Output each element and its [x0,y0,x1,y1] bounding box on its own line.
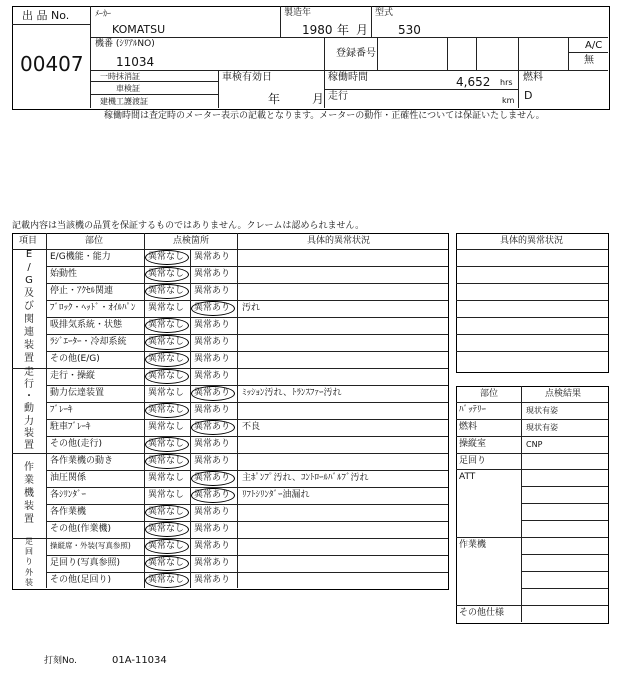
ok-option: 異常なし [148,354,185,364]
row-divider [46,419,448,420]
row-divider [46,470,448,471]
result-row-line [456,605,608,606]
result-row-line [456,469,608,470]
row-divider [46,317,448,318]
group-label-char: 行 [24,379,34,391]
result-row-line [521,520,608,521]
part-label: 始動性 [50,269,78,279]
stamp-no-value: 01A-11034 [112,655,167,666]
group-label-char: 置 [24,353,34,364]
part-label: 各ｼﾘﾝﾀﾞｰ [50,490,87,500]
result-value: 現状有姿 [526,406,558,415]
results-header-part: 部位 [480,389,499,399]
result-row-line [521,571,608,572]
row-divider [46,555,448,556]
ok-option: 異常なし [148,405,185,415]
row-divider [46,436,448,437]
part-label: 各作業機の動き [50,456,114,466]
ac-value: 無 [584,55,594,66]
ng-option: 異常あり [194,388,231,398]
group-label-char: 装 [25,577,33,587]
group-label-char: び [24,301,34,312]
hours-disclaimer: 稼働時間は査定時のメーター表示の記載となります。メーターの動作・正確性については保証いたしません。 [104,111,545,121]
part-label: 各作業機 [50,507,87,517]
header-part: 部位 [85,236,104,246]
detail-row-line [456,266,608,267]
stamp-no-label: 打刻No. [44,656,77,666]
ok-option: 異常なし [148,541,185,551]
registration-label: 登録番号 [336,48,376,59]
row-divider [46,504,448,505]
serial-label: 機番 (ｼﾘｱﾙNO) [95,39,155,49]
group-label-char: E [25,249,33,260]
result-part: 操縦室 [459,439,487,449]
group-label-char: 関 [24,314,34,325]
detail-row-line [456,249,608,250]
part-label: 動力伝達装置 [50,388,105,398]
group-label-char: 及 [24,288,34,299]
result-value: 現状有姿 [526,423,558,432]
hours-unit: hrs [500,78,513,87]
ng-option: 異常あり [194,337,231,347]
row-divider [46,572,448,573]
row-divider [46,487,448,488]
part-label: ﾗｼﾞｴｰﾀｰ・冷却系統 [50,337,127,347]
part-label: その他(走行) [50,439,103,449]
header-detail: 具体的異常状況 [307,236,371,246]
group-label-char: 連 [24,327,34,338]
row-divider [46,283,448,284]
ng-option: 異常あり [194,456,231,466]
ng-option: 異常あり [194,303,231,313]
part-label: 足回り(写真参照) [50,558,121,568]
result-part: 足回り [459,456,487,466]
part-label: 油圧関係 [50,473,87,483]
ok-option: 異常なし [148,252,185,262]
group-label-char: 足 [25,537,33,546]
part-label: 走行・操縦 [50,371,96,381]
result-row-line [456,436,608,437]
detail-note: 主ﾎﾟﾝﾌﾟ汚れ、ｺﾝﾄﾛｰﾙﾊﾞﾙﾌﾞ汚れ [242,473,369,483]
ok-option: 異常なし [148,303,185,313]
detail-row-line [456,351,608,352]
ok-option: 異常なし [148,456,185,466]
ng-option: 異常あり [194,524,231,534]
ng-option: 異常あり [194,371,231,381]
result-part: 燃料 [459,422,478,432]
row-divider [12,453,448,454]
result-row-line [521,588,608,589]
ng-option: 異常あり [194,286,231,296]
detail-row-line [456,317,608,318]
ng-option: 異常あり [194,558,231,568]
inspection-cert-label: 車検証 [116,84,140,93]
part-label: その他(作業機) [50,524,112,534]
results-header-result: 点検結果 [545,389,582,399]
ok-option: 異常なし [148,286,185,296]
model-label: 型式 [375,8,394,18]
group-label-char: 装 [24,427,34,439]
ok-option: 異常なし [148,507,185,517]
ng-option: 異常あり [194,252,231,262]
group-label-char: 業 [24,475,34,486]
header-item: 項目 [19,236,38,246]
month-unit: 月 [356,23,369,37]
detail-row-line [456,334,608,335]
group-label-char: / [27,262,31,273]
inspection-month-unit: 月 [312,92,325,106]
ok-option: 異常なし [148,269,185,279]
maker-value: KOMATSU [112,23,166,36]
group-label-char: G [25,275,33,286]
row-divider [12,538,448,539]
group-label-char: 置 [24,514,34,525]
part-label: E/G機能・能力 [50,252,111,262]
ng-option: 異常あり [194,541,231,551]
ng-option: 異常あり [194,473,231,483]
group-label-char: 力 [24,415,34,427]
detail-row-line [456,283,608,284]
result-row-line [521,486,608,487]
row-divider [46,521,448,522]
ng-option: 異常あり [194,439,231,449]
result-row-line [456,402,608,403]
group-label-char: 装 [24,501,34,512]
ok-option: 異常なし [148,388,185,398]
group-label-char: 外 [25,567,33,577]
ng-option: 異常あり [194,422,231,432]
year-value: 1980 [302,23,333,37]
maker-label: ﾒｰｶｰ [95,9,111,18]
result-row-line [521,554,608,555]
result-part: ATT [459,472,476,482]
ac-label: A/C [585,40,603,51]
header-check: 点検箇所 [173,236,210,246]
lot-no-value: 00407 [20,52,84,76]
ng-option: 異常あり [194,575,231,585]
group-label-char: ・ [24,391,34,403]
result-row-line [456,419,608,420]
part-label: 停止・ｱｸｾﾙ関連 [50,286,114,296]
result-row-line [456,537,608,538]
result-row-line [521,503,608,504]
row-divider [46,351,448,352]
result-value: CNP [526,440,543,449]
group-label-char: 置 [24,439,34,451]
fuel-value: D [524,89,533,102]
ok-option: 異常なし [148,320,185,330]
row-divider [12,368,448,369]
ok-option: 異常なし [148,490,185,500]
ng-option: 異常あり [194,269,231,279]
group-label-char: 機 [24,488,34,499]
part-label: 吸排気系統・状態 [50,320,123,330]
ok-option: 異常なし [148,473,185,483]
ng-option: 異常あり [194,507,231,517]
part-label: ﾌﾞﾛｯｸ・ﾍｯﾄﾞ・ｵｲﾙﾊﾟﾝ [50,303,136,313]
row-divider [46,385,448,386]
hours-value: 4,652 [456,75,491,89]
result-part: 作業機 [459,540,487,550]
inspection-year-unit: 年 [268,92,281,106]
right-detail-frame [456,233,609,373]
year-unit: 年 [337,23,350,37]
group-label-char: り [25,557,33,567]
group-label-char: 走 [24,367,34,378]
distance-label: 走行 [328,91,348,102]
part-label: 操縦席・外装(写真参照) [50,541,131,550]
ok-option: 異常なし [148,371,185,381]
serial-value: 11034 [116,55,155,69]
detail-note: ﾐｯｼｮﾝ汚れ、ﾄﾗﾝｽﾌｧｰ汚れ [242,388,342,398]
distance-unit: km [502,96,515,105]
result-row-line [456,453,608,454]
ok-option: 異常なし [148,575,185,585]
quality-disclaimer: 記載内容は当該機の品質を保証するものではありません。クレームは認められません。 [12,221,365,231]
temp-permit-label: 一時抹消証 [100,72,140,81]
ok-option: 異常なし [148,524,185,534]
part-label: ﾌﾞﾚｰｷ [50,405,73,415]
model-value: 530 [398,23,421,37]
right-detail-header: 具体的異常状況 [500,236,564,246]
part-label: その他(足回り) [50,575,112,585]
result-part: ﾊﾞｯﾃﾘｰ [459,405,487,415]
ng-option: 異常あり [194,320,231,330]
hours-label: 稼働時間 [328,72,368,83]
row-divider [46,334,448,335]
lot-no-label: 出 品 No. [22,9,70,22]
row-divider [46,402,448,403]
ok-option: 異常なし [148,422,185,432]
group-label-char: 作 [24,462,34,473]
part-label: その他(E/G) [50,354,100,364]
part-label: 駐車ﾌﾞﾚｰｷ [50,422,91,432]
group-label-char: 回 [25,547,33,557]
ok-option: 異常なし [148,337,185,347]
fuel-label: 燃料 [523,72,543,83]
result-part: その他仕様 [459,608,505,618]
row-divider [46,300,448,301]
ng-option: 異常あり [194,405,231,415]
ng-option: 異常あり [194,354,231,364]
inspection-valid-label: 車検有効日 [222,72,272,83]
vehicle-cert-label: 建機工護渡証 [100,97,148,106]
row-divider [46,266,448,267]
detail-row-line [456,300,608,301]
ok-option: 異常なし [148,439,185,449]
detail-note: 不良 [242,422,261,432]
group-label-char: 動 [24,403,34,415]
ok-option: 異常なし [148,558,185,568]
detail-note: ﾘﾌﾄｼﾘﾝﾀﾞｰ油漏れ [242,490,310,500]
year-label: 製造年 [284,8,312,18]
ng-option: 異常あり [194,490,231,500]
group-label-char: 装 [24,340,34,351]
detail-note: 汚れ [242,303,261,313]
